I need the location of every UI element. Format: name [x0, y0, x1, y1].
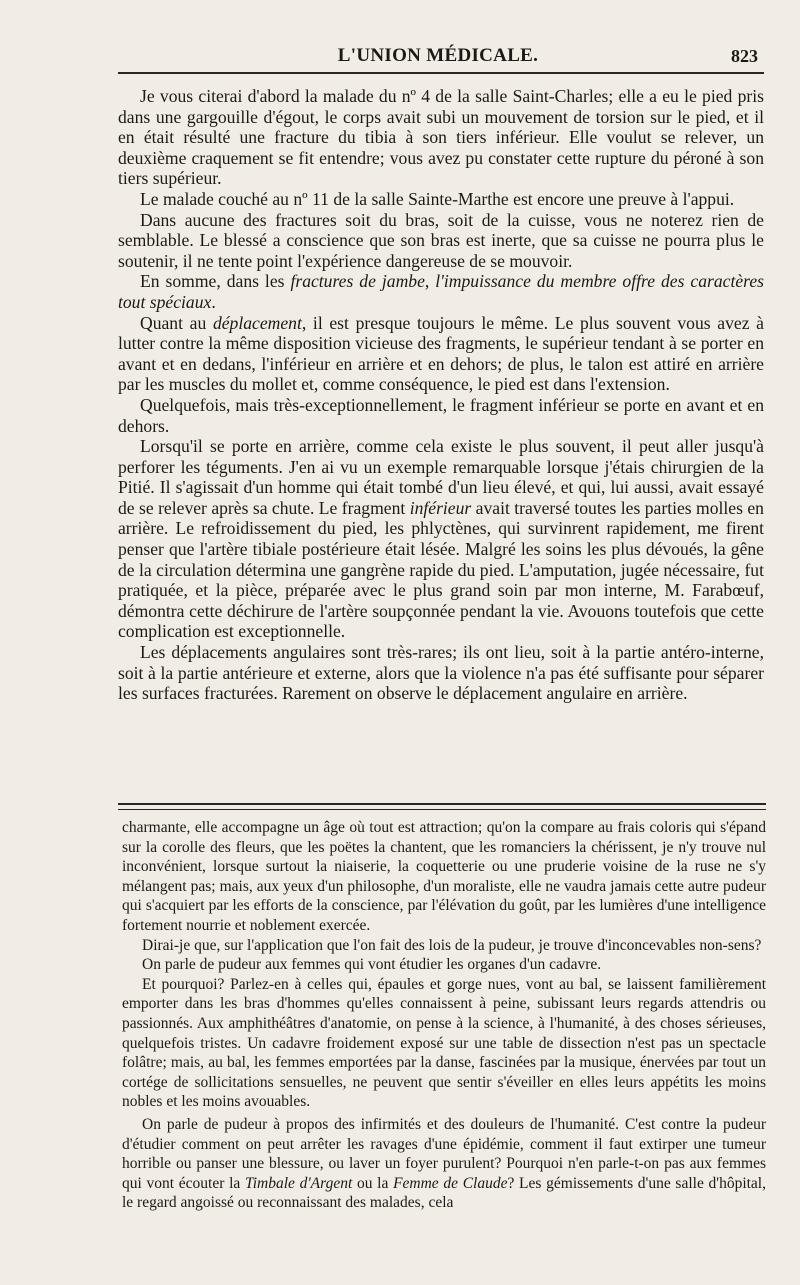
italic-run: Femme de Claude [393, 1174, 508, 1192]
text-run: Le malade couché au nº 11 de la salle Sainte-Marthe est encore une preuve à l'appui. [140, 188, 735, 209]
text-run: Lorsqu'il se porte en arrière, comme cela existe le plus souvent, il peut aller jusqu'à perforer les téguments. J'en ai vu un exemple remarquable lorsque j'étais chirurgien de la Pitié. Il s'agissait d'un homme qui était tombé d'un lieu élevé, et qui, lui aussi, avait essayé de se relever après sa chute. Le fragment [118, 436, 764, 518]
italic-run: Timbale d'Argent [244, 1174, 353, 1192]
text-run: ? Les gémissements d'une salle d'hôpital, le regard angoissé ou reconnaissant des malades, cela [122, 1174, 766, 1212]
text-run: On parle de pudeur à propos des infirmités et des douleurs de l'humanité. C'est contre la pudeur d'étudier comment on peut arrêter les ravages d'une épidémie, comment il faut extirper une tumeur horrible ou panser une blessure, ou laver un foyer purulent? Pourquoi n'en parle-t-on pas aux femmes qui vont écouter la [122, 1115, 766, 1192]
text-run: . [211, 291, 216, 312]
text-run: On parle de pudeur aux femmes qui vont étudier les organes d'un cadavre. [142, 956, 602, 974]
paragraph [118, 189, 764, 210]
text-run: , [424, 271, 436, 292]
paragraph [118, 86, 764, 189]
header-rule [118, 72, 764, 74]
text-run: , il est presque toujours le même. Le plus souvent vous avez à lutter contre la même disposition vicieuse des fragments, le supérieur tendant à se porter en avant et en dedans, l'inférieur en arrière et en dehors; de plus, le talon est attiré en arrière par les muscles du mollet et, comme conséquence, le pied est dans l'extension. [118, 312, 764, 395]
paragraph [118, 313, 764, 395]
paragraph [122, 936, 766, 956]
paragraph [122, 818, 766, 936]
italic-run: l'impuissance du membre offre des caractères tout spéciaux [118, 271, 765, 312]
paragraph [118, 395, 764, 436]
feuilleton-separator [118, 803, 766, 810]
italic-run: déplacement [212, 312, 302, 333]
paragraph [122, 955, 766, 975]
paragraph [118, 210, 764, 272]
text-run: avait traversé toutes les parties molles en arrière. Le refroidissement du pied, les phlyctènes, qui survinrent rapidement, me firent penser que l'artère tibiale postérieure était lésée. Malgré les soins les plus dévoués, la gêne de la circulation détermina une gangrène rapide du pied. L'amputation, jugée nécessaire, fut pratiquée, et la pièce, préparée avec le plus grand soin par mon interne, M. Farabœuf, démontra cette déchirure de l'artère soupçonnée pendant la vie. Avouons toutefois que cette complication est exceptionnelle. [118, 497, 764, 642]
paragraph [122, 1115, 766, 1213]
text-run: Dans aucune des fractures soit du bras, soit de la cuisse, vous ne noterez rien de semblable. Le blessé a conscience que son bras est inerte, que sa cuisse ne pourra plus le soutenir, il ne tente point l'expérience dangereuse de se mouvoir. [118, 209, 764, 271]
text-run: Dirai-je que, sur l'application que l'on fait des lois de la pudeur, je trouve d'inconcevables non-sens? [142, 936, 762, 954]
running-head: L'UNION MÉDICALE. [337, 45, 539, 66]
text-run: Je vous citerai d'abord la malade du nº 4 de la salle Saint-Charles; elle a eu le pied pris dans une gargouille d'égout, le corps avait subi un mouvement de torsion sur le pied, et il en était résulté une fracture du tibia à son tiers inférieur. Elle voulut se relever, un deuxième craquement se fit entendre; vous avez pu constater cette rupture du péroné à son tiers supérieur. [118, 86, 764, 189]
text-run: Quant au [140, 312, 213, 333]
feuilleton-body [122, 818, 766, 1213]
text-run: Et pourquoi? Parlez-en à celles qui, épaules et gorge nues, vont au bal, se laissent familièrement emporter dans les bras d'hommes qu'elles connaissent à peine, subissant leurs regards attendris ou passionnés. Aux amphithéâtres d'anatomie, on pense à la science, à l'humanité, à des choses sérieuses, quelquefois tristes. Un cadavre froidement exposé sur une table de dissection n'est pas un spectacle folâtre; mais, au bal, les femmes emportées par la danse, fascinées par la musique, énervées par tout un cortége de sollicitations sensuelles, ne peuvent que sentir s'éveiller en elles leurs appétits les moins nobles et les moins avouables. [122, 975, 766, 1111]
italic-run: fractures de jambe [290, 271, 425, 292]
main-article-body [118, 86, 764, 704]
page-header [118, 44, 758, 68]
paragraph [118, 436, 764, 642]
italic-run: inférieur [409, 497, 472, 518]
text-run: Quelquefois, mais très-exceptionnellement, le fragment inférieur se porte en avant et en dehors. [118, 394, 764, 436]
paragraph [118, 642, 764, 704]
text-run: ou la [352, 1174, 394, 1192]
page-number: 823 [731, 46, 758, 66]
paragraph [122, 975, 766, 1112]
text-run: Les déplacements angulaires sont très-rares; ils ont lieu, soit à la partie antéro-interne, soit à la partie antérieure et externe, alors que la violence n'a pas été suffisante pour séparer les surfaces fracturées. Rarement on observe le déplacement angulaire en arrière. [118, 642, 764, 704]
text-run: En somme, dans les [140, 271, 291, 292]
paragraph [118, 271, 764, 312]
text-run: charmante, elle accompagne un âge où tout est attraction; qu'on la compare au frais coloris qui s'épand sur la corolle des fleurs, que les poëtes la chantent, que les romanciers la chérissent, je n'y trouve nul inconvénient, lorsque surtout la niaiserie, la coquetterie ou une pruderie voisine de la ruse ne s'y mélangent pas; mais, aux yeux d'un philosophe, d'un moraliste, elle ne vaudra jamais cette autre pudeur qui s'acquiert par les efforts de la conscience, par l'élévation du goût, par les lumières d'une intelligence fortement nourrie et noblement exercée. [122, 819, 766, 934]
